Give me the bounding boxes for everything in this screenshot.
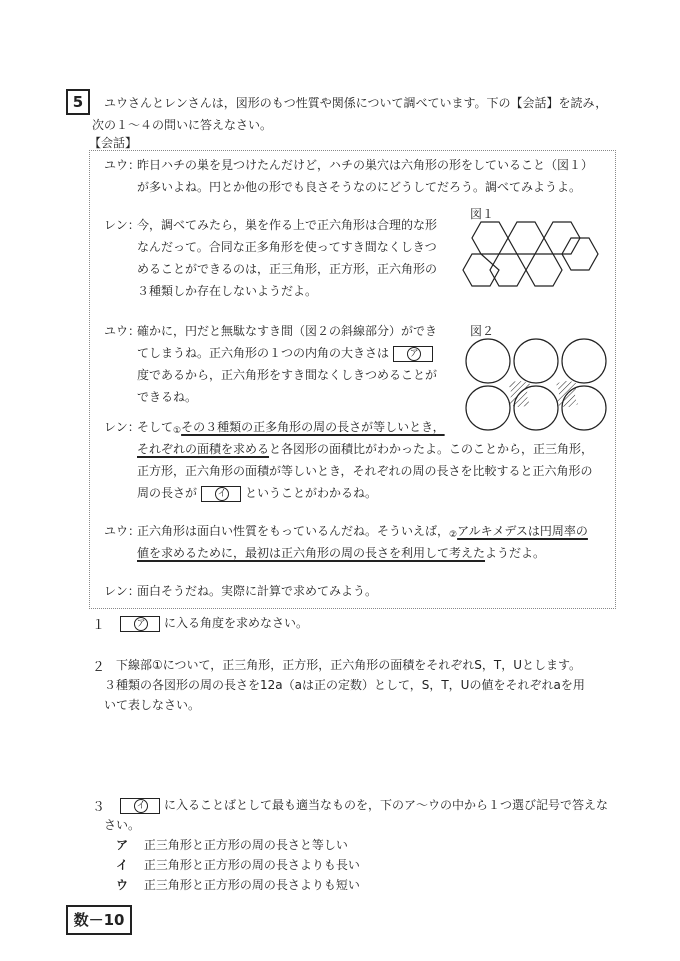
- figure-2-circles: [464, 336, 609, 434]
- q2-line-2: ３種類の各図形の周の長さを12a（aは正の定数）として，S，T，Uの値をそれぞれaを用: [104, 678, 585, 692]
- yu3-line-2b: ようだよ。: [485, 546, 546, 560]
- ren3-line-1: 面白そうだね。実際に計算で求めてみよう。: [137, 584, 378, 598]
- figure-2-label: 図２: [470, 324, 495, 338]
- circle: [514, 339, 558, 383]
- question-number-box: 5: [66, 89, 90, 115]
- q3-option-text: 正三角形と正方形の周の長さよりも短い: [143, 878, 360, 892]
- hexagon: [526, 254, 562, 286]
- q3-line-2: さい。: [104, 818, 141, 832]
- figure-1-label: 図１: [470, 207, 495, 221]
- speaker-yu: ユウ：: [104, 524, 141, 538]
- yu2-line-3: 度であるから，正六角形をすき間なくしきつめることが: [137, 368, 438, 382]
- q3-option-label: イ: [116, 858, 129, 872]
- q3-option-label: ア: [116, 838, 129, 852]
- hexagon: [472, 222, 508, 254]
- yu2-line-4: できるね。: [137, 390, 198, 404]
- q2-line-1: 下線部①について，正三角形，正方形，正六角形の面積をそれぞれS，T，Uとします。: [116, 658, 582, 672]
- q1-number: １: [92, 618, 106, 633]
- yu2-line-1: 確かに，円だと無駄なすき間（図２の斜線部分）ができ: [137, 324, 438, 338]
- q3-number: ３: [92, 800, 106, 815]
- speaker-ren: レン：: [104, 420, 140, 434]
- ren2-line-4b: ということがわかるね。: [245, 486, 378, 500]
- ren1-line-2: なんだって。合同な正多角形を使ってすき間なくしきつ: [137, 240, 437, 254]
- yu3-line-2: [137, 544, 545, 562]
- blank-i-box: [120, 798, 160, 814]
- q1-text: に入る角度を求めなさい。: [164, 616, 309, 630]
- blank-i-label: イ: [134, 799, 148, 813]
- ren1-line-4: ３種類しか存在しないようだよ。: [137, 284, 318, 298]
- hexagon: [490, 254, 526, 286]
- q3-option: [116, 836, 348, 853]
- blank-i-label: イ: [215, 487, 229, 501]
- figure-1-hexagons: [462, 214, 607, 299]
- yu3-line-1: [137, 522, 588, 544]
- blank-a-label: ア: [134, 617, 148, 631]
- ren2-line-4a: 周の長さが: [137, 486, 198, 500]
- q3-option-text: 正三角形と正方形の周の長さと等しい: [143, 838, 348, 852]
- underline-mark-2: ②: [449, 530, 458, 540]
- underlined-part-2a: アルキメデスは円周率の: [457, 524, 588, 538]
- page-label: 数－10: [66, 905, 132, 935]
- q2-line-3: いて表しなさい。: [104, 698, 201, 712]
- hexagon: [463, 254, 499, 286]
- circle: [562, 386, 606, 430]
- intro-line-2: 次の１～４の問いに答えなさい。: [92, 118, 273, 132]
- speaker-ren: レン：: [104, 218, 140, 232]
- underlined-part-2b: 値を求めるために，最初は正六角形の周の長さを利用して考えた: [137, 546, 486, 560]
- ren2-line-3: 正方形，正六角形の面積が等しいとき，それぞれの周の長さを比較すると正六角形の: [137, 464, 593, 478]
- q3-option: [116, 856, 360, 873]
- yu2-line-2-text: てしまうね。正六角形の１つの内角の大きさは: [137, 346, 390, 360]
- yu1-line-2: が多いよね。円とか他の形でも良さそうなのにどうしてだろう。調べてみようよ。: [137, 180, 582, 194]
- intro-line-1: ユウさんとレンさんは，図形のもつ性質や関係について調べています。下の【会話】を読み，: [104, 96, 608, 110]
- underlined-part-1b: それぞれの面積を求める: [137, 442, 270, 456]
- ren2-line-1: [137, 418, 445, 440]
- conversation-heading: 【会話】: [89, 136, 138, 150]
- underline-mark-1: ①: [173, 426, 182, 436]
- circle: [466, 339, 510, 383]
- circle: [514, 386, 558, 430]
- yu2-line-2: [137, 344, 437, 362]
- yu1-line-1: 昨日ハチの巣を見つけたんだけど，ハチの巣穴は六角形の形をしていること（図１）: [137, 158, 594, 172]
- hexagon: [508, 222, 544, 254]
- underlined-part-1a: その３種類の正多角形の周の長さが等しいとき，: [181, 420, 445, 434]
- blank-i-box: [201, 486, 241, 502]
- blank-a-box: [393, 346, 433, 362]
- speaker-ren: レン：: [104, 584, 140, 598]
- q3-line-1: [116, 796, 608, 814]
- yu3-line-1a: 正六角形は面白い性質をもっているんだね。そういえば，: [137, 524, 450, 538]
- q3-option-label: ウ: [116, 878, 129, 892]
- ren2-line-2b: と各図形の面積比がわかったよ。このことから，正三角形，: [269, 442, 594, 456]
- circle: [466, 386, 510, 430]
- speaker-yu: ユウ：: [104, 324, 141, 338]
- circle: [562, 339, 606, 383]
- q3-text: に入ることばとして最も適当なものを，下のア～ウの中から１つ選び記号で答えな: [164, 798, 609, 812]
- blank-a-box: [120, 616, 160, 632]
- ren2-line-2: [137, 440, 593, 458]
- ren2-line-4: [137, 484, 377, 502]
- blank-a-label: ア: [407, 347, 421, 361]
- q3-option: [116, 876, 360, 893]
- ren1-line-1: 今，調べてみたら，巣を作る上で正六角形は合理的な形: [137, 218, 438, 232]
- ren2-line-1a: そして: [137, 420, 174, 434]
- ren1-line-3: めることができるのは，正三角形，正方形，正六角形の: [137, 262, 438, 276]
- q3-option-text: 正三角形と正方形の周の長さよりも長い: [143, 858, 360, 872]
- q2-number: ２: [92, 660, 106, 675]
- q1-text-line: [116, 614, 308, 632]
- speaker-yu: ユウ：: [104, 158, 141, 172]
